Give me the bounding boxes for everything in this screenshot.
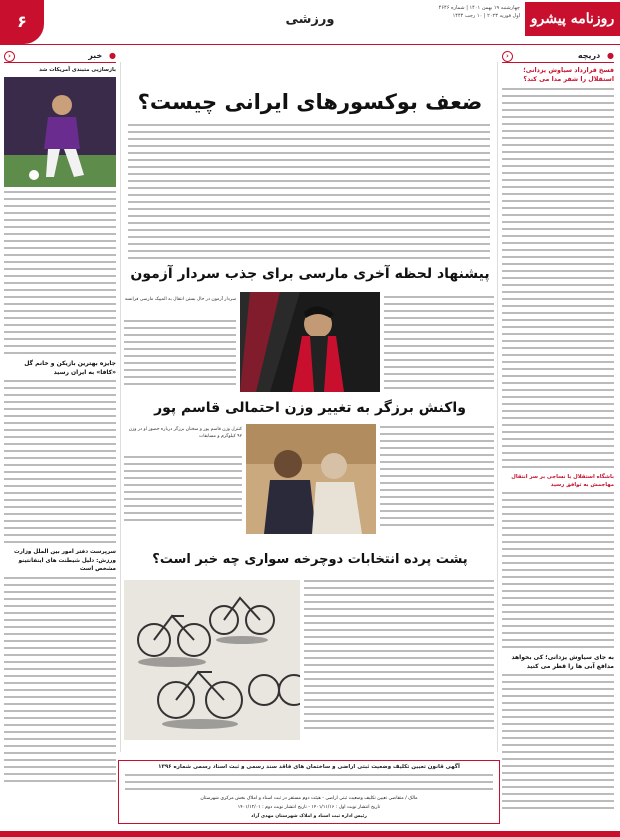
right-article2-title: به جای سیاوش یزدانی؛ کی بخواهد مدافع آبی ها را قطر می کنید: [511, 654, 614, 670]
right-column-heading: [502, 50, 614, 63]
notice-line1: مالک / متقاضی تعیین تکلیف وضعیت ثبتی اراضی - هیئت دوم مستقر در ثبت اسناد و املاک بخش مرکزی شهرستان: [200, 796, 418, 801]
right-article-title: فسخ قرارداد سیاوش یزدانی؛ استقلال را شفر مدا می کند؟: [523, 67, 614, 83]
main-article-body: [128, 124, 490, 264]
main-headline: ضعف بوکسورهای ایرانی چیست؟: [137, 90, 483, 114]
notice-line2: تاریخ انتشار نوبت اول : ۱۴۰۱/۱۱/۱۶ - تاریخ انتشار نوبت دوم : ۱۴۰۱/۱۲/۰۱: [237, 805, 381, 810]
headline-3: واکنش برزگر به تغییر وزن احتمالی قاسم پور: [154, 400, 466, 416]
headline-2: پیشنهاد لحظه آخری مارسی برای جذب سردار آزمون: [130, 266, 490, 282]
photo3-caption: کنترل وزن قاسم پور و سخنان برزگر درباره حضور او در وزن ۹۲ کیلوگرم و مسابقات: [128, 427, 242, 439]
left-article2-body: [4, 577, 116, 782]
left-article2-title: سرپرست دفتر امور بین الملل وزارت ورزش: دلیل شیطنت های اینفانتینو مشخص است: [13, 549, 116, 572]
sardar-azmoun-photo: [240, 292, 380, 392]
headline2-body-left: [124, 320, 236, 390]
left-article1-title: جایزه بهترین بازیکن و خانم گل «کافا» به ایران رسید: [24, 360, 116, 376]
left-article1-body: [4, 380, 116, 543]
headline2-body-right: [384, 296, 494, 394]
left-heading-label: خبر: [88, 51, 103, 60]
left-column-heading: [4, 50, 116, 63]
page-header: [0, 0, 620, 44]
chevron-left-icon: ‹: [502, 51, 513, 62]
right-sub-body: [502, 492, 614, 648]
right-article2-body: [502, 674, 614, 809]
headline-4: پشت پرده انتخابات دوچرخه سواری چه خبر است؟: [152, 552, 468, 567]
left-article-body: [4, 191, 116, 354]
logo-text: روزنامه پیشرو: [530, 11, 615, 27]
football-player-photo: [4, 77, 116, 187]
barzegar-ghasempour-photo: [246, 424, 376, 534]
header-divider: [0, 44, 620, 45]
headline3-body-left: [124, 456, 242, 526]
legal-notice-box: [118, 760, 500, 824]
right-heading-label: دریچه: [577, 51, 601, 60]
right-sub-heading: باشگاه استقلال با نساجی بر سر انتقال مهاجمش به توافق رسید: [511, 474, 614, 488]
column-divider: [497, 62, 498, 752]
notice-line3: رئیس اداره ثبت اسناد و املاک شهرستان مهدی آزاد: [251, 814, 367, 819]
left-column: [4, 66, 116, 787]
column-divider: [120, 62, 121, 752]
bicycles-photo: [124, 580, 300, 740]
right-article-body: [502, 88, 614, 468]
date-line-2: اول فوریه ۲۰۲۳ | ۱۰ رجب ۱۴۴۴: [452, 13, 520, 19]
date-line-1: چهارشنبه ۱۹ بهمن ۱۴۰۱ | شماره ۴۶۴۶: [438, 5, 520, 11]
photo2-caption: سردار آزمون در حال بستن انتقال به المپیک مارسی فرانسه: [124, 297, 236, 302]
right-column: [502, 66, 614, 814]
chevron-left-icon: ‹: [4, 51, 15, 62]
left-photo-title: بازسازیی متبندی آمریکات شد: [39, 67, 116, 73]
bottom-bar: [0, 831, 620, 837]
heading-marker: ●: [109, 51, 116, 60]
page-number: ۶: [0, 0, 44, 44]
headline4-body: [304, 580, 494, 734]
notice-body: [125, 774, 493, 790]
heading-marker: ●: [607, 51, 614, 60]
notice-title: آگهی قانون تعیین تکلیف وضعیت ثبتی اراضی و ساختمان های فاقد سند رسمی و ثبت اسناد رسمی شماره ۱۳۹۶: [158, 764, 460, 770]
section-title: ورزشی: [285, 12, 335, 27]
headline3-body-right: [380, 426, 494, 531]
